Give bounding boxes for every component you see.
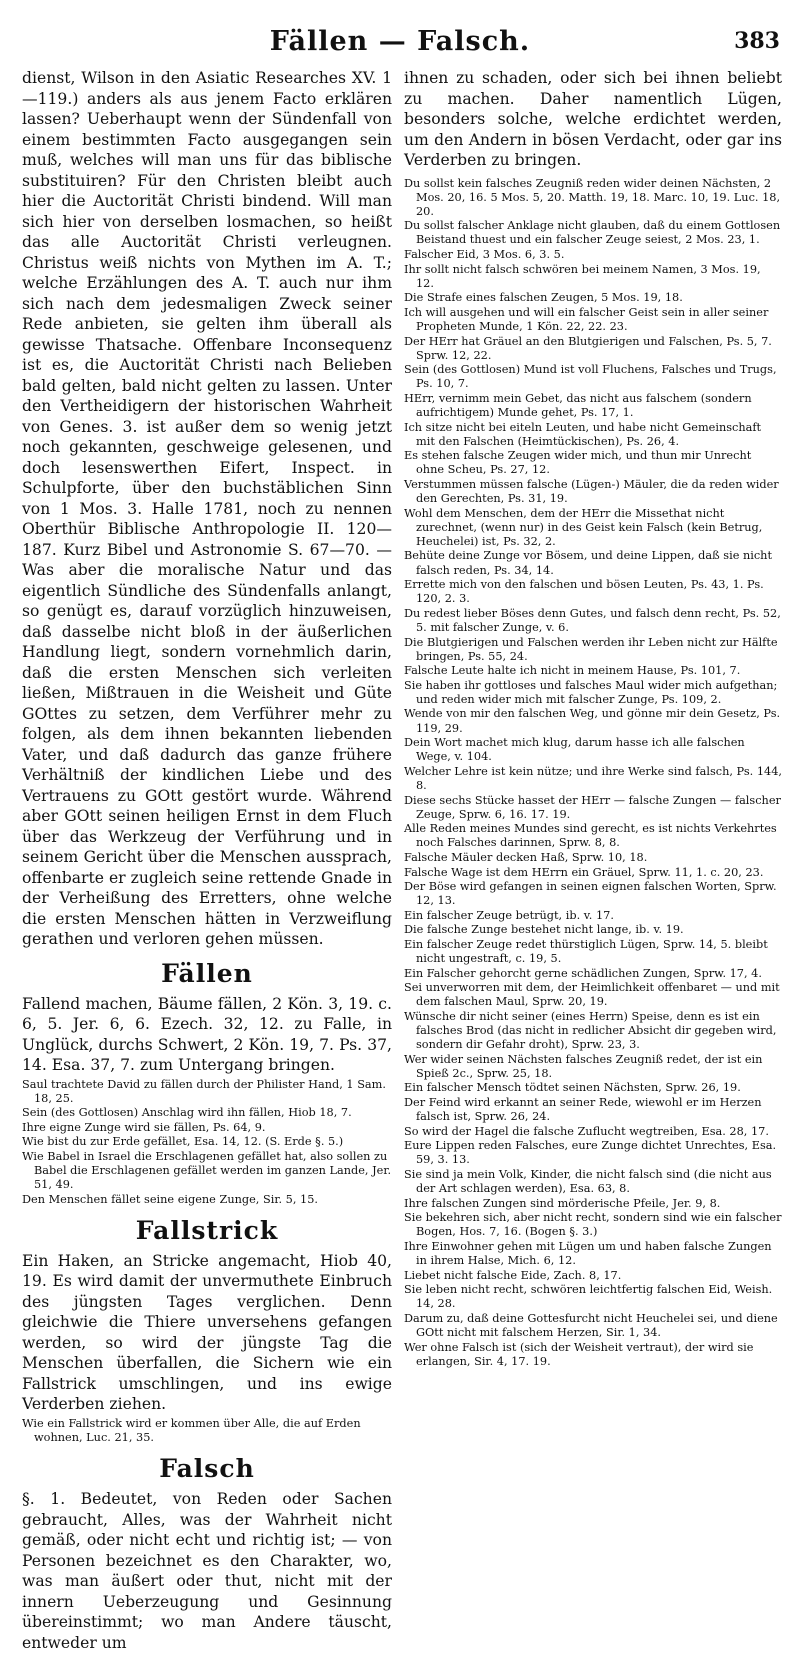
ref-line: Ein falscher Zeuge redet thürstiglich Lügen, Sprw. 14, 5. bleibt nicht ungestraft, c. 19, 5. (404, 937, 768, 966)
ref-line: Ihre Einwohner gehen mit Lügen um und haben falsche Zungen in ihrem Halse, Mich. 6, 12. (404, 1239, 772, 1268)
falsch-lead: §. 1. Bedeutet, von Reden oder Sachen gebraucht, Alles, was der Wahrheit nicht gemäß, oder nicht echt und richtig ist; — von Personen bezeichnet es den Charakter, wo, was man äußert oder thut, nicht mit der innern Ueberzeugung und Gesinnung übereinstimmt; wo man Andere täuscht, entweder um (22, 1490, 392, 1652)
left-column (22, 68, 392, 1652)
ref-line: Du sollst kein falsches Zeugniß reden wider deinen Nächsten, 2 Mos. 20, 16. 5 Mos. 5, 20. Matth. 19, 18. Marc. 10, 19. Luc. 18, 20. (404, 176, 781, 218)
ref-line: Sie leben nicht recht, schwören leichtfertig falschen Eid, Weish. 14, 28. (404, 1283, 773, 1311)
heading-faellen: Fällen (161, 958, 253, 988)
ref-line: Behüte deine Zunge vor Bösem, und deine Lippen, daß sie nicht falsch reden, Ps. 34, 14. (404, 549, 772, 577)
running-title: Fällen — Falsch. (269, 26, 531, 57)
ref-line: Du sollst falscher Anklage nicht glauben, daß du einem Gottlosen Beistand thuest und ein falscher Zeuge seiest, 2 Mos. 23, 1. (404, 219, 781, 247)
fallstrick-lead: Ein Haken, an Stricke angemacht, Hiob 40, 19. Es wird damit der unvermuthete Einbruch des jüngsten Tages verglichen. Denn gleichwie die Thiere unversehens gefangen werden, so wird der jüngste Tag die Menschen überfallen, die Sichern wie ein Fallstrick umschlingen, und ins ewige Verderben ziehen. (22, 1251, 392, 1414)
ref-line: Ein falscher Mensch tödtet seinen Nächsten, Sprw. 26, 19. (404, 1081, 741, 1095)
ref-line: Den Menschen fället seine eigene Zunge, Sir. 5, 15. (22, 1192, 318, 1206)
heading-fallstrick: Fallstrick (135, 1215, 279, 1245)
ref-line: Alle Reden meines Mundes sind gerecht, es ist nichts Verkehrtes noch Falsches darinnen, Sprw. 8, 8. (404, 822, 777, 850)
ref-line: Verstummen müssen falsche (Lügen-) Mäuler, die da reden wider den Gerechten, Ps. 31, 19. (404, 477, 779, 506)
intro-paragraph: dienst, Wilson in den Asiatic Researches XV. 1—119.) anders als aus jenem Facto erklären lassen? Ueberhaupt wenn der Sündenfall von einem bestimmten Facto ausgegangen sein muß, welches will man uns für das biblische substituiren? Für den Christen bleibt auch hier die Auctorität Christi bindend. Will man sich hier von derselben losmachen, so heißt das alle Auctorität Christi verleugnen. Christus weiß nichts von Mythen im A. T.; welche Erzählungen des A. T. auch nur ihm sich nach dem jedesmaligen Zweck seiner Rede anbieten, sie gelten ihm überall als gewisse Thatsache. Offenbare Inconsequenz ist es, die Auctorität Christi nach Belieben bald gelten, bald nicht gelten zu lassen. Unter den Vertheidigern der historischen Wahrheit von Genes. 3. ist außer dem so wenig jetzt noch gekannten, geschweige gelesenen, und doch lesenswerthen Eifert, Inspect. in Schulpforte, über den buchstäblichen Sinn von 1 Mos. 3. Halle 1781, noch zu nennen Oberthür Biblische Anthropologie II. 120—187. Kurz Bibel und Astronomie S. 67—70. — Was aber die moralische Natur und das eigentlich Sündliche des Sündenfalls anlangt, so genügt es, darauf vorzüglich hinzuweisen, daß dasselbe nicht bloß in der äußerlichen Handlung liegt, sondern vornehmlich darin, daß die ersten Menschen sich verleiten ließen, Mißtrauen in die Weisheit und Güte GOttes zu setzen, dem Verführer mehr zu folgen, als dem ihnen bekannten liebenden Vater, und daß dadurch das ganze frühere Verhältniß der kindlichen Liebe und des Vertrauens zu GOtt gestört wurde. Während aber GOtt seinen heiligen Ernst in dem Fluch über das Werkzeug der Verführung und in seinem Gericht über die Menschen aussprach, offenbarte er zugleich seine rettende Gnade in der Verheißung des Erretters, ohne welche die ersten Menschen hätten in Verzweiflung gerathen und verloren gehen müssen. (22, 69, 392, 948)
ref-line: Ihre falschen Zungen sind mörderische Pfeile, Jer. 9, 8. (404, 1196, 721, 1210)
ref-line: Sei unverworren mit dem, der Heimlichkeit offenbaret — und mit dem falschen Maul, Sprw. 20, 19. (404, 981, 780, 1009)
ref-line: Der Böse wird gefangen in seinen eignen falschen Worten, Sprw. 12, 13. (404, 880, 777, 908)
ref-line: Falsche Mäuler decken Haß, Sprw. 10, 18. (404, 850, 648, 864)
ref-line: Wünsche dir nicht seiner (eines Herrn) Speise, denn es ist ein falsches Brod (das nicht in redlicher Absicht dir gegeben wird, sondern dir Gefahr droht), Sprw. 23, 3. (404, 1009, 777, 1052)
ref-line: Darum zu, daß deine Gottesfurcht nicht Heuchelei sei, und diene GOtt nicht mit falschem Herzen, Sir. 1, 34. (404, 1311, 778, 1339)
ref-line: Diese sechs Stücke hasset der HErr — falsche Zungen — falscher Zeuge, Sprw. 6, 16. 17. 19. (404, 793, 781, 821)
ref-line: Ihr sollt nicht falsch schwören bei meinem Namen, 3 Mos. 19, 12. (404, 262, 761, 290)
right-column (404, 68, 782, 1368)
ref-line: Wie ein Fallstrick wird er kommen über Alle, die auf Erden wohnen, Luc. 21, 35. (22, 1416, 361, 1444)
ref-line: Falsche Wage ist dem HErrn ein Gräuel, Sprw. 11, 1. c. 20, 23. (404, 865, 764, 879)
ref-line: Ihre eigne Zunge wird sie fällen, Ps. 64, 9. (22, 1120, 266, 1134)
page-number: 383 (734, 28, 780, 54)
ref-line: Errette mich von den falschen und bösen Leuten, Ps. 43, 1. Ps. 120, 2. 3. (404, 578, 764, 606)
ref-line: Dein Wort machet mich klug, darum hasse ich alle falschen Wege, v. 104. (404, 736, 745, 764)
ref-line: Die Blutgierigen und Falschen werden ihr Leben nicht zur Hälfte bringen, Ps. 55, 24. (404, 635, 778, 663)
ref-line: Die Strafe eines falschen Zeugen, 5 Mos. 19, 18. (404, 291, 683, 305)
ref-line: Wie Babel in Israel die Erschlagenen gefället hat, also sollen zu Babel die Erschlagenen gefället werden im ganzen Lande, Jer. 51, 49. (22, 1149, 392, 1192)
heading-falsch: Falsch (159, 1454, 255, 1484)
ref-line: Ein Falscher gehorcht gerne schädlichen Zungen, Sprw. 17, 4. (404, 966, 762, 980)
ref-line: Wohl dem Menschen, dem der HErr die Missethat nicht zurechnet, (wenn nur) in des Geist kein Falsch (kein Betrug, Heuchelei) ist, Ps. 32, 2. (404, 506, 763, 548)
continuation-paragraph: ihnen zu schaden, oder sich bei ihnen beliebt zu machen. Daher namentlich Lügen, besonders solche, welche erdichtet werden, um den Andern in bösen Verdacht, oder gar ins Verderben zu bringen. (404, 69, 782, 169)
ref-line: Ich sitze nicht bei eiteln Leuten, und habe nicht Gemeinschaft mit den Falschen (Heimtückischen), Ps. 26, 4. (404, 420, 762, 448)
ref-line: Wende von mir den falschen Weg, und gönne mir dein Gesetz, Ps. 119, 29. (404, 707, 781, 735)
page-header (0, 22, 800, 62)
ref-line: HErr, vernimm mein Gebet, das nicht aus falschem (sondern aufrichtigem) Munde gehet, Ps. 17, 1. (404, 391, 752, 419)
faellen-lead: Fallend machen, Bäume fällen, 2 Kön. 3, 19. c. 6, 5. Jer. 6, 6. Ezech. 32, 12. zu Falle, in Unglück, durchs Schwert, 2 Kön. 19, 7. Ps. 37, 14. Esa. 37, 7. zum Untergang bringen. (22, 994, 392, 1074)
ref-line: Es stehen falsche Zeugen wider mich, und thun mir Unrecht ohne Scheu, Ps. 27, 12. (404, 449, 752, 477)
ref-line: Wie bist du zur Erde gefället, Esa. 14, 12. (S. Erde §. 5.) (22, 1135, 344, 1149)
ref-line: Ich will ausgehen und will ein falscher Geist sein in aller seiner Propheten Munde, 1 Kön. 22, 22. 23. (404, 305, 769, 333)
ref-line: Falscher Eid, 3 Mos. 6, 3. 5. (404, 247, 565, 261)
ref-line: Sie sind ja mein Volk, Kinder, die nicht falsch sind (die nicht aus der Art schlagen werden), Esa. 63, 8. (404, 1167, 772, 1196)
ref-line: Sie haben ihr gottloses und falsches Maul wider mich aufgethan; und reden wider mich mit falscher Zunge, Ps. 109, 2. (404, 678, 778, 706)
ref-line: Sein (des Gottlosen) Anschlag wird ihn fällen, Hiob 18, 7. (22, 1106, 352, 1120)
ref-line: Eure Lippen reden Falsches, eure Zunge dichtet Unrechtes, Esa. 59, 3. 13. (404, 1139, 777, 1167)
faellen-refs (22, 1078, 392, 1207)
ref-line: Sein (des Gottlosen) Mund ist voll Fluchens, Falsches und Trugs, Ps. 10, 7. (404, 363, 777, 391)
ref-line: Liebet nicht falsche Eide, Zach. 8, 17. (404, 1268, 622, 1282)
ref-line: Ein falscher Zeuge betrügt, ib. v. 17. (404, 908, 614, 922)
ref-line: Der HErr hat Gräuel an den Blutgierigen und Falschen, Ps. 5, 7. Sprw. 12, 22. (404, 334, 772, 362)
ref-line: Falsche Leute halte ich nicht in meinem Hause, Ps. 101, 7. (404, 664, 741, 678)
ref-line: Welcher Lehre ist kein nütze; und ihre Werke sind falsch, Ps. 144, 8. (404, 764, 782, 792)
ref-line: Saul trachtete David zu fällen durch der Philister Hand, 1 Sam. 18, 25. (22, 1077, 386, 1105)
ref-line: Sie bekehren sich, aber nicht recht, sondern sind wie ein falscher Bogen, Hos. 7, 16. (Bogen §. 3.) (404, 1211, 782, 1239)
ref-line: So wird der Hagel die falsche Zuflucht wegtreiben, Esa. 28, 17. (404, 1124, 769, 1138)
ref-line: Du redest lieber Böses denn Gutes, und falsch denn recht, Ps. 52, 5. mit falscher Zunge, v. 6. (404, 606, 781, 634)
ref-line: Die falsche Zunge bestehet nicht lange, ib. v. 19. (404, 923, 684, 937)
ref-line: Wer ohne Falsch ist (sich der Weisheit vertraut), der wird sie erlangen, Sir. 4, 17. 19. (404, 1340, 754, 1368)
ref-line: Wer wider seinen Nächsten falsches Zeugniß redet, der ist ein Spieß 2c., Sprw. 25, 18. (404, 1052, 763, 1080)
falsch-refs (404, 177, 782, 1369)
ref-line: Der Feind wird erkannt an seiner Rede, wiewohl er im Herzen falsch ist, Sprw. 26, 24. (404, 1096, 762, 1124)
